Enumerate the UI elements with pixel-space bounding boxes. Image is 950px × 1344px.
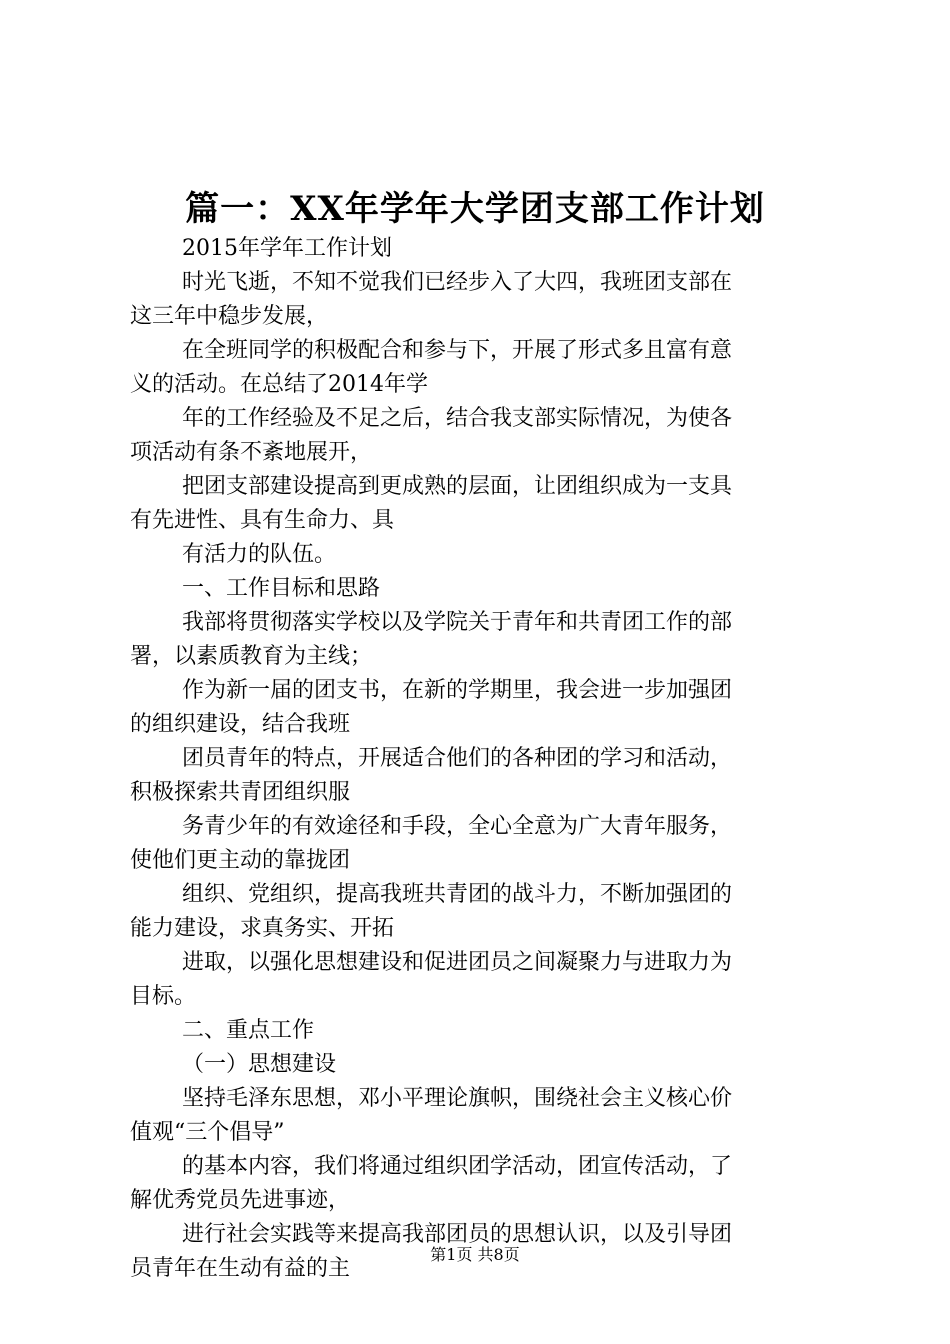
paragraph bbox=[130, 334, 835, 402]
text-line: 义的活动。在总结了2014年学 bbox=[130, 372, 428, 397]
text-line: 员青年在生动有益的主 bbox=[130, 1256, 351, 1281]
text-line: 2015年学年工作计划 bbox=[182, 236, 392, 261]
text-line: 务青少年的有效途径和手段，全心全意为广大青年服务， bbox=[182, 814, 733, 839]
paragraph bbox=[130, 742, 835, 810]
paragraph bbox=[130, 1150, 835, 1218]
paragraph bbox=[130, 402, 835, 470]
page-footer: 第1页 共8页 bbox=[430, 1245, 520, 1264]
paragraph bbox=[130, 946, 835, 1014]
text-line: 一、工作目标和思路 bbox=[182, 576, 381, 601]
text-line: 值观“三个倡导” bbox=[130, 1120, 285, 1145]
text-line: 能力建设，求真务实、开拓 bbox=[130, 916, 395, 941]
text-line: 年的工作经验及不足之后，结合我支部实际情况，为使各 bbox=[182, 406, 733, 431]
paragraph bbox=[130, 572, 835, 606]
paragraph bbox=[130, 266, 835, 334]
text-line: 把团支部建设提高到更成熟的层面，让团组织成为一支具 bbox=[182, 474, 733, 499]
paragraph bbox=[130, 470, 835, 538]
paragraph bbox=[130, 232, 835, 266]
text-line: 使他们更主动的靠拢团 bbox=[130, 848, 351, 873]
text-line: 有先进性、具有生命力、具 bbox=[130, 508, 395, 533]
paragraph bbox=[130, 810, 835, 878]
text-line: 组织、党组织，提高我班共青团的战斗力，不断加强团的 bbox=[182, 882, 733, 907]
text-line: 解优秀党员先进事迹， bbox=[130, 1188, 351, 1213]
paragraph bbox=[130, 1082, 835, 1150]
text-line: （一）思想建设 bbox=[182, 1052, 337, 1077]
text-line: 的基本内容，我们将通过组织团学活动，团宣传活动，了 bbox=[182, 1154, 733, 1179]
text-line: 团员青年的特点，开展适合他们的各种团的学习和活动， bbox=[182, 746, 733, 771]
paragraph bbox=[130, 1048, 835, 1082]
text-line: 积极探索共青团组织服 bbox=[130, 780, 351, 805]
text-line: 在全班同学的积极配合和参与下，开展了形式多且富有意 bbox=[182, 338, 733, 363]
text-line: 我部将贯彻落实学校以及学院关于青年和共青团工作的部 bbox=[182, 610, 733, 635]
text-line: 署，以素质教育为主线； bbox=[130, 644, 373, 669]
text-line: 时光飞逝，不知不觉我们已经步入了大四，我班团支部在 bbox=[182, 270, 733, 295]
text-line: 进取，以强化思想建设和促进团员之间凝聚力与进取力为 bbox=[182, 950, 733, 975]
text-line: 进行社会实践等来提高我部团员的思想认识，以及引导团 bbox=[182, 1222, 733, 1247]
paragraph bbox=[130, 674, 835, 742]
document-body bbox=[130, 232, 835, 1286]
text-line: 坚持毛泽东思想，邓小平理论旗帜，围绕社会主义核心价 bbox=[182, 1086, 733, 1111]
paragraph bbox=[130, 878, 835, 946]
text-line: 目标。 bbox=[130, 984, 197, 1009]
text-line: 作为新一届的团支书，在新的学期里，我会进一步加强团 bbox=[182, 678, 733, 703]
text-line: 有活力的队伍。 bbox=[182, 542, 337, 567]
text-line: 项活动有条不紊地展开， bbox=[130, 440, 373, 465]
paragraph bbox=[130, 1014, 835, 1048]
text-line: 二、重点工作 bbox=[182, 1018, 315, 1043]
document-title: 篇一：XX年学年大学团支部工作计划 bbox=[185, 189, 765, 229]
paragraph bbox=[130, 538, 835, 572]
paragraph bbox=[130, 606, 835, 674]
text-line: 的组织建设，结合我班 bbox=[130, 712, 351, 737]
text-line: 这三年中稳步发展， bbox=[130, 304, 329, 329]
